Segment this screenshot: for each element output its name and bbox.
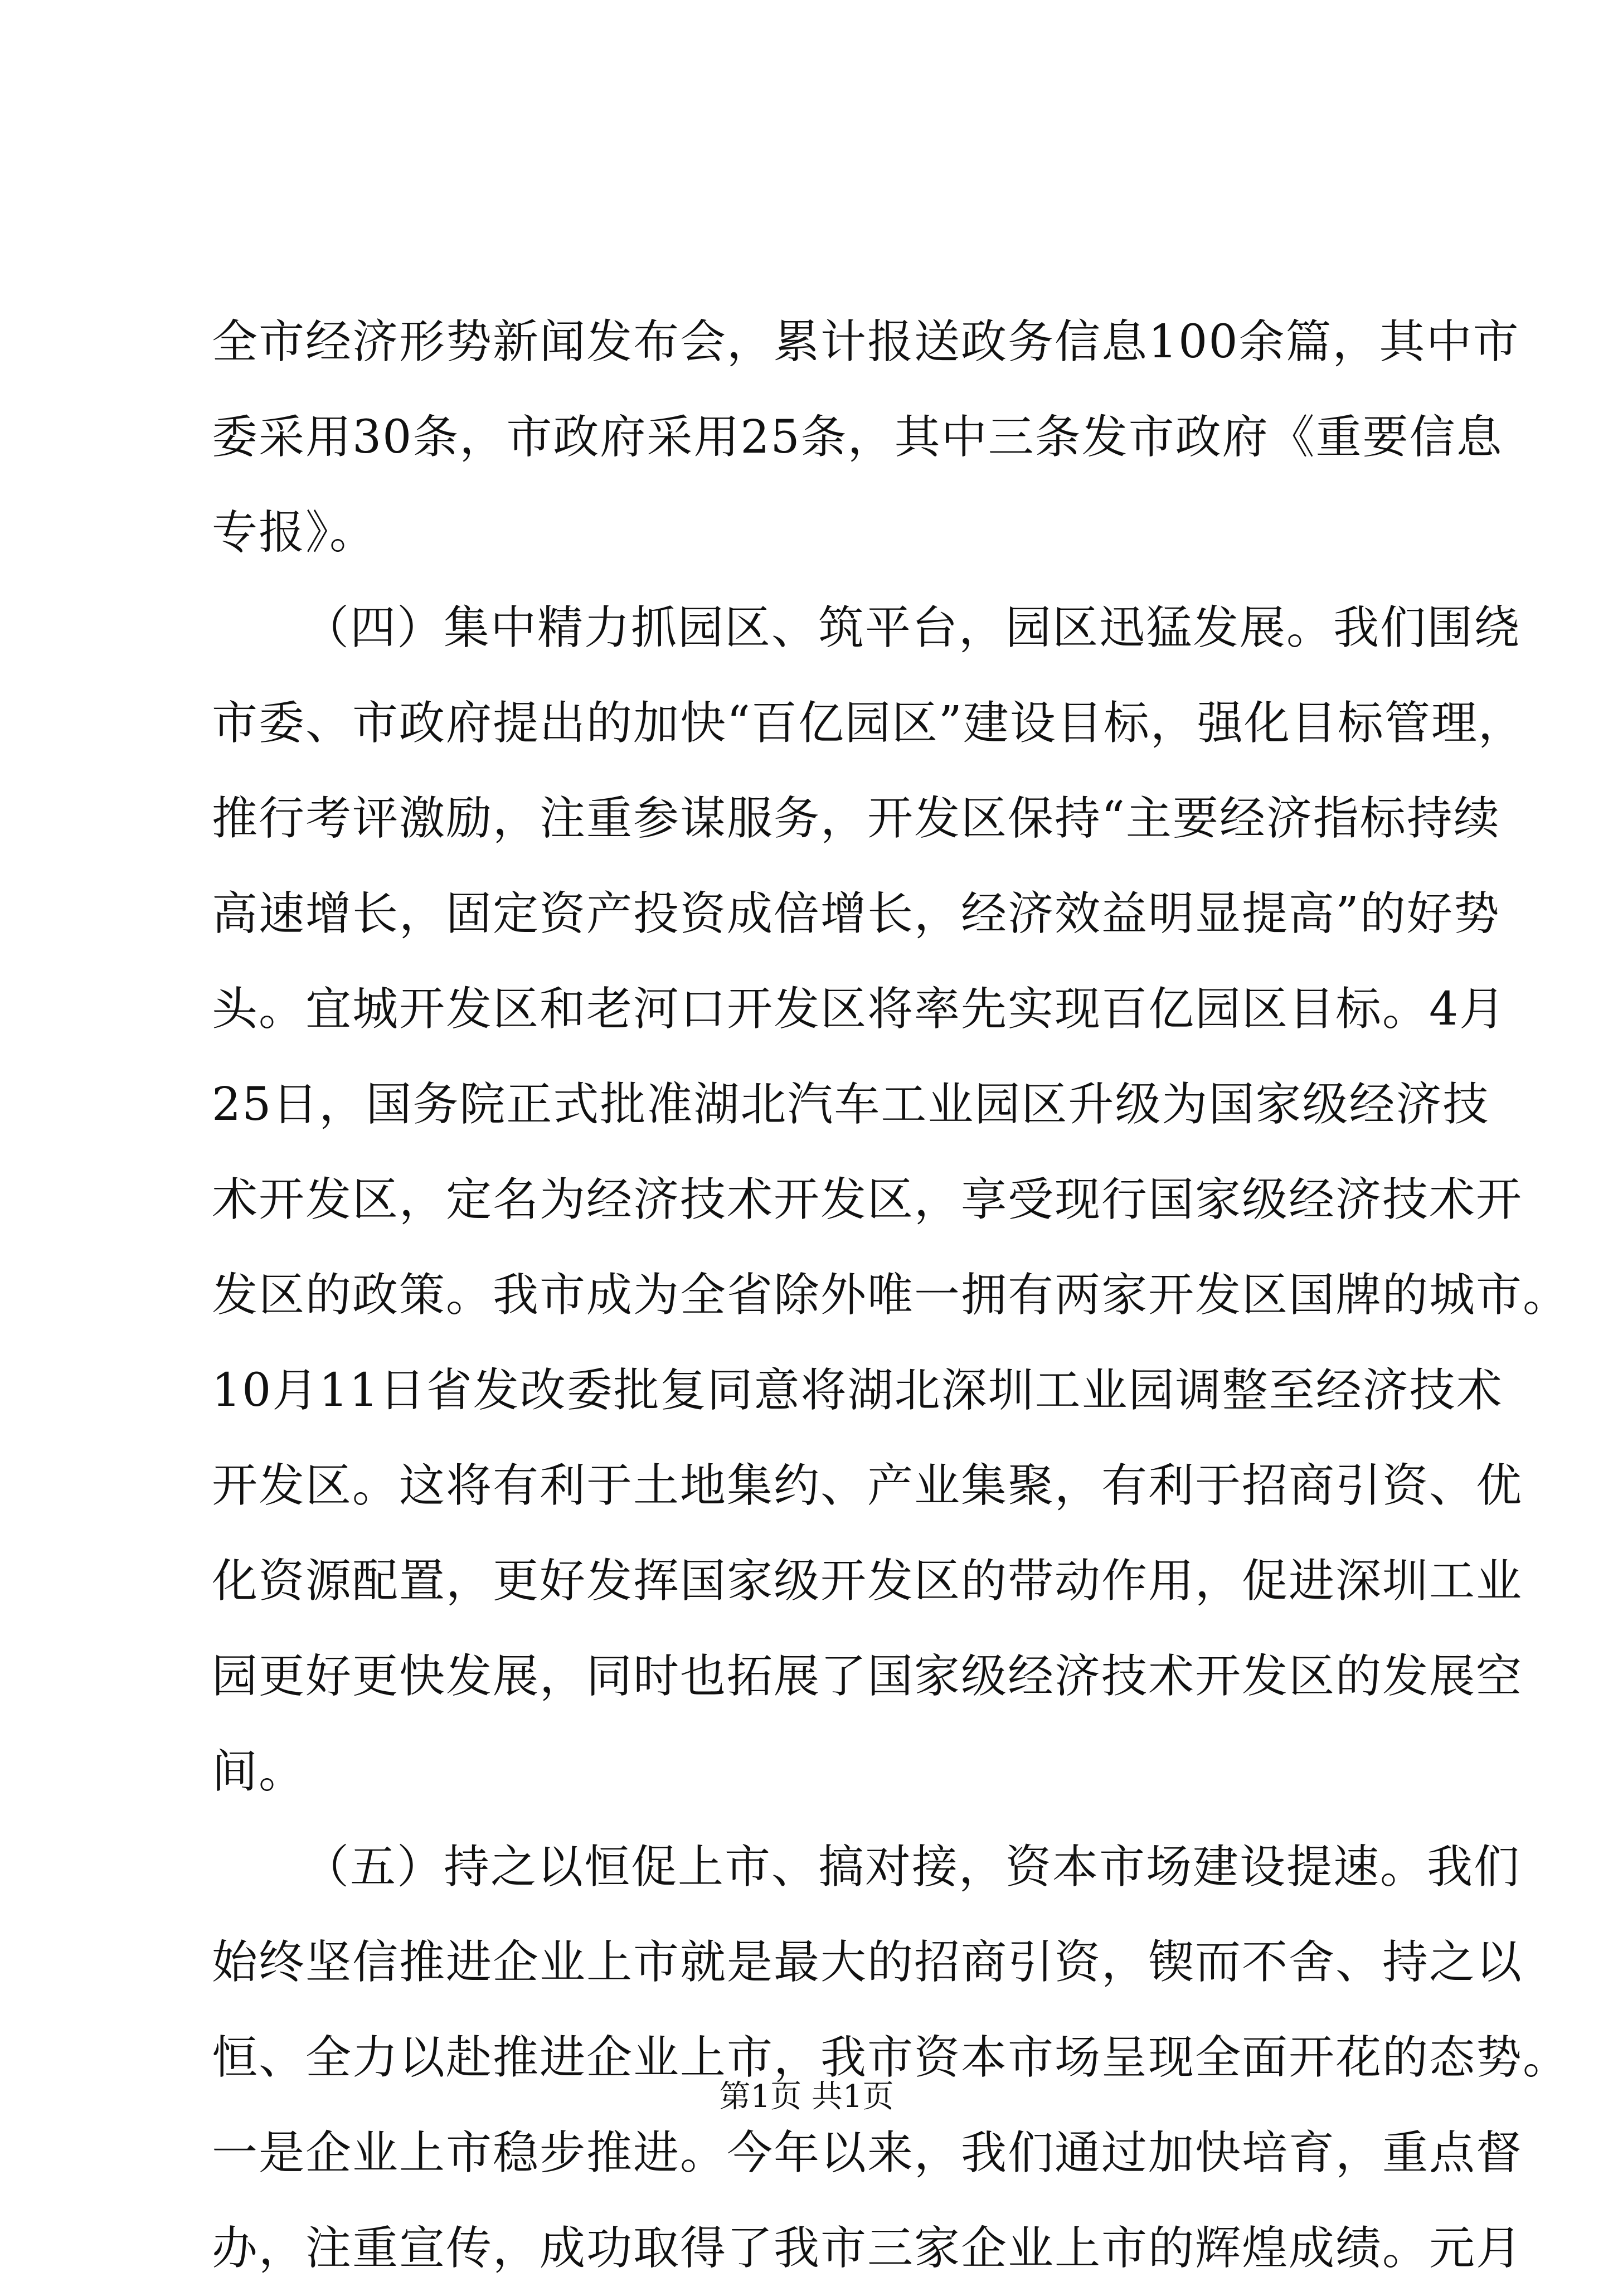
text-line: 一是企业上市稳步推进。今年以来，我们通过加快培育，重点督 (212, 2127, 1523, 2179)
text-line: 园更好更快发展，同时也拓展了国家级经济技术开发区的发展空 (212, 1650, 1523, 1703)
text-line: 委采用30条，市政府采用25条，其中三条发市政府《重要信息 (212, 411, 1503, 464)
text-line: 恒、全力以赴推进企业上市，我市资本市场呈现全面开花的态势。 (212, 2031, 1570, 2084)
text-line: 发区的政策。我市成为全省除外唯一拥有两家开发区国牌的城市。 (212, 1269, 1570, 1322)
text-line: 办，注重宣传，成功取得了我市三家企业上市的辉煌成绩。元月 (212, 2222, 1523, 2275)
text-line: 开发区。这将有利于土地集约、产业集聚，有利于招商引资、优 (212, 1459, 1523, 1512)
text-line: 专报》。 (212, 506, 377, 559)
paragraph-heading-five: （五）持之以恒促上市、搞对接，资本市场建设提速。我们 (303, 1841, 1521, 1894)
text-line: 25日，国务院正式批准湖北汽车工业园区升级为国家级经济技 (212, 1078, 1490, 1131)
text-line: 间。 (212, 1745, 306, 1798)
text-line: 市委、市政府提出的加快“百亿园区”建设目标，强化目标管理， (212, 697, 1525, 750)
text-line: 化资源配置，更好发挥国家级开发区的带动作用，促进深圳工业 (212, 1555, 1523, 1608)
text-line: 术开发区，定名为经济技术开发区，享受现行国家级经济技术开 (212, 1173, 1523, 1226)
body-text (212, 294, 1570, 2296)
text-line: 全市经济形势新闻发布会，累计报送政务信息100余篇，其中市 (212, 315, 1520, 368)
text-line: 高速增长，固定资产投资成倍增长，经济效益明显提高”的好势 (212, 887, 1500, 940)
paragraph-heading-four: （四）集中精力抓园区、筑平台，园区迅猛发展。我们围绕 (303, 601, 1521, 654)
text-line: 头。宜城开发区和老河口开发区将率先实现百亿园区目标。4月 (212, 983, 1507, 1036)
page-number-footer: 第1页 共1页 (719, 2079, 894, 2115)
text-line: 始终坚信推进企业上市就是最大的招商引资，锲而不舍、持之以 (212, 1936, 1523, 1989)
text-line: 推行考评激励，注重参谋服务，开发区保持“主要经济指标持续 (212, 792, 1500, 845)
text-line: 10月11日省发改委批复同意将湖北深圳工业园调整至经济技术 (212, 1364, 1503, 1417)
